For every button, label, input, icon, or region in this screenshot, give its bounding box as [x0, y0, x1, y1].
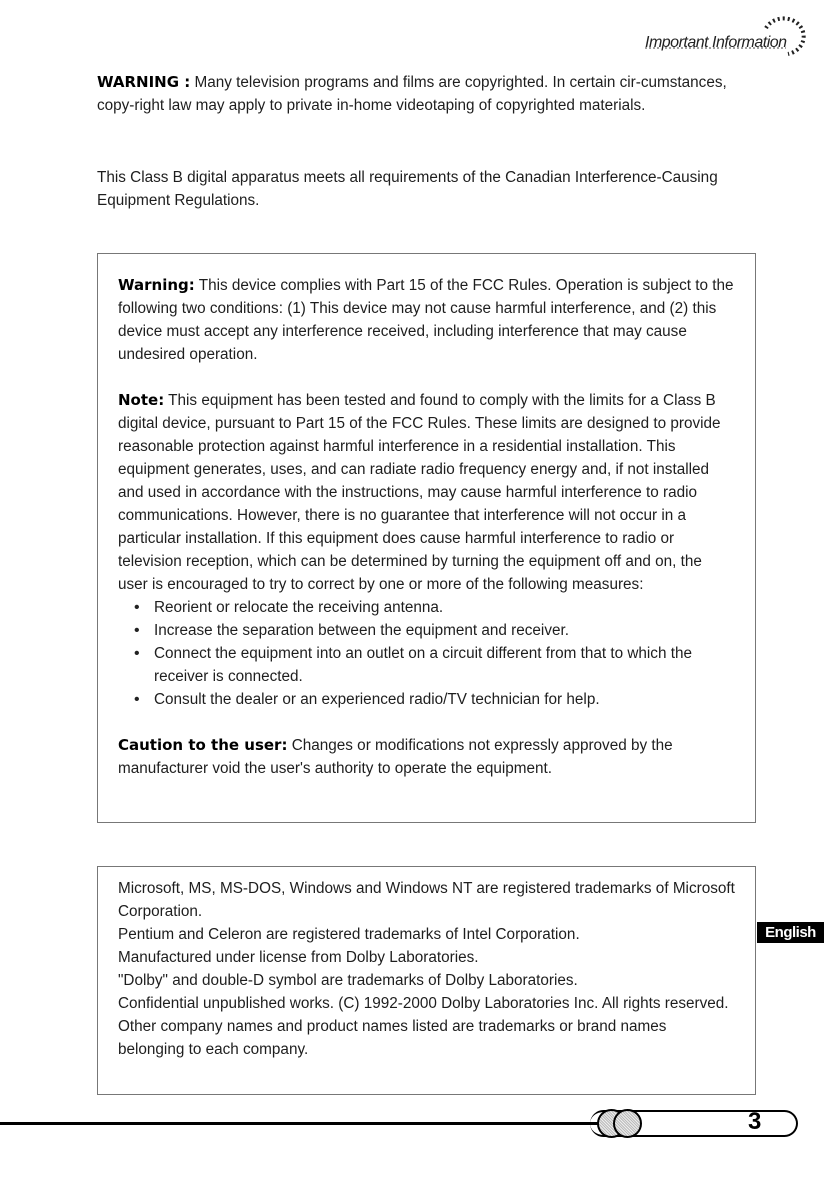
- dotted-swirl-icon: [760, 14, 812, 58]
- fcc-warning-label: Warning:: [118, 276, 195, 294]
- language-tab: English: [757, 922, 824, 943]
- trademark-line: Other company names and product names listed are trademarks or brand names belonging to each company.: [118, 1018, 667, 1058]
- double-disc-icon: [613, 1109, 642, 1138]
- trademark-line: Manufactured under license from Dolby Laboratories.: [118, 949, 479, 966]
- page-number: 3: [748, 1108, 762, 1135]
- trademark-line: Pentium and Celeron are registered trademarks of Intel Corporation.: [118, 926, 580, 943]
- trademark-line: "Dolby" and double-D symbol are trademarks of Dolby Laboratories.: [118, 972, 578, 989]
- fcc-warning: [118, 274, 735, 366]
- fcc-notice-box: [97, 253, 756, 823]
- fcc-warning-text: This device complies with Part 15 of the FCC Rules. Operation is subject to the following two conditions: (1) This device may not cause harmful interference, and (2) this device must accept any interference received, including interference that may cause undesired operation.: [118, 277, 734, 363]
- measures-list: [118, 596, 735, 711]
- measure-item: • Connect the equipment into an outlet on a circuit different from that to which the receiver is connected.: [134, 642, 735, 688]
- canada-compliance: This Class B digital apparatus meets all requirements of the Canadian Interference-Causing Equipment Regulations.: [97, 169, 718, 209]
- measure-item: • Consult the dealer or an experienced radio/TV technician for help.: [134, 688, 735, 711]
- section-title: Important Information: [645, 34, 787, 51]
- measure-item: • Increase the separation between the equipment and receiver.: [134, 619, 735, 642]
- fcc-note-text: This equipment has been tested and found to comply with the limits for a Class B digital device, pursuant to Part 15 of the FCC Rules. These limits are designed to provide reasonable protection against harmful interference in a residential installation. This equipment generates, uses, and can radiate radio frequency energy and, if not installed and used in accordance with the instructions, may cause harmful interference to radio communications. However, there is no guarantee that interference will not occur in a particular installation. If this equipment does cause harmful interference to radio or television reception, which can be determined by turning the equipment off and on, the user is encouraged to try to correct by one or more of the following measures:: [118, 392, 721, 593]
- trademark-box: [97, 866, 756, 1095]
- warning-label: WARNING :: [97, 73, 191, 91]
- copyright-warning: [97, 71, 757, 117]
- fcc-note: [118, 389, 735, 596]
- footer-rule: [0, 1122, 600, 1125]
- fcc-caution-label: Caution to the user:: [118, 736, 288, 754]
- trademark-line: Microsoft, MS, MS-DOS, Windows and Windows NT are registered trademarks of Microsoft Corporation.: [118, 880, 735, 920]
- fcc-caution: [118, 734, 735, 780]
- fcc-note-label: Note:: [118, 391, 165, 409]
- fcc-caution-text: Changes or modifications not expressly approved by the manufacturer void the user's authority to operate the equipment.: [118, 737, 673, 777]
- measure-item: • Reorient or relocate the receiving antenna.: [134, 596, 735, 619]
- warning-text: Many television programs and films are copyrighted. In certain cir-cumstances, copy-right law may apply to private in-home videotaping of copyrighted materials.: [97, 74, 727, 114]
- trademark-line: Confidential unpublished works. (C) 1992-2000 Dolby Laboratories Inc. All rights reserved.: [118, 995, 729, 1012]
